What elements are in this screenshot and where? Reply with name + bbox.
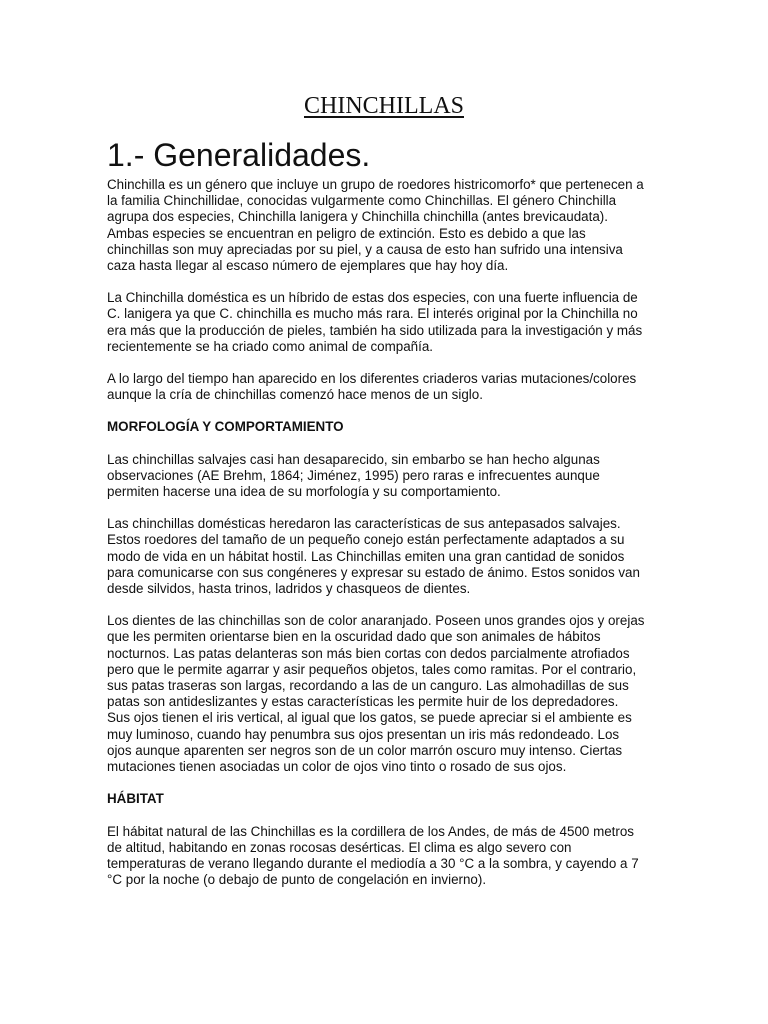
paragraph-line: para comunicarse con sus congéneres y expresar su estado de ánimo. Estos sonidos van bbox=[107, 564, 640, 580]
paragraph-line: patas son antideslizantes y estas características les permite huir de los depredadores. bbox=[107, 694, 619, 710]
paragraph-line: sus patas traseras son largas, recordando a las de un canguro. Las almohadillas de sus bbox=[107, 678, 629, 694]
paragraph-line: El hábitat natural de las Chinchillas es la cordillera de los Andes, de más de 4500 metros bbox=[107, 823, 634, 839]
paragraph bbox=[107, 452, 667, 501]
paragraph-line: ojos aunque aparenten ser negros son de un color marrón oscuro muy intenso. Ciertas bbox=[107, 742, 623, 758]
paragraph-line: recientemente se ha criado como animal de compañía. bbox=[107, 338, 434, 354]
paragraph bbox=[107, 371, 667, 403]
paragraph-line: A lo largo del tiempo han aparecido en los diferentes criaderos varias mutaciones/colores bbox=[107, 371, 637, 387]
paragraph-line: pero que le permite agarrar y asir pequeños objetos, tales como ramitas. Por el contrario, bbox=[107, 661, 637, 677]
paragraph-line: modo de vida en un hábitat hostil. Las Chinchillas emiten una gran cantidad de sonidos bbox=[107, 548, 625, 564]
paragraph-line: la familia Chinchillidae, conocidas vulgarmente como Chinchillas. El género Chinchilla bbox=[107, 193, 617, 209]
paragraph-line: permiten hacerse una idea de su morfología y su comportamiento. bbox=[107, 484, 501, 500]
document-body bbox=[107, 135, 667, 904]
document-title: CHINCHILLAS bbox=[304, 93, 464, 119]
paragraph-line: °C por la noche (o debajo de punto de congelación en invierno). bbox=[107, 872, 487, 888]
paragraph-line: temperaturas de verano llegando durante el mediodía a 30 °C a la sombra, y cayendo a 7 bbox=[107, 855, 639, 871]
subheading: HÁBITAT bbox=[107, 791, 164, 807]
paragraph-line: chinchillas son muy apreciadas por su piel, y a causa de esto han sufrido una intensiva bbox=[107, 241, 623, 257]
paragraph-line: caza hasta llegar al escaso número de ejemplares que hay hoy día. bbox=[107, 258, 509, 274]
paragraph-line: Los dientes de las chinchillas son de color anaranjado. Poseen unos grandes ojos y orejas bbox=[107, 613, 645, 629]
paragraph-line: La Chinchilla doméstica es un híbrido de estas dos especies, con una fuerte influencia de bbox=[107, 290, 638, 306]
paragraph bbox=[107, 824, 667, 889]
subheading: MORFOLOGÍA Y COMPORTAMIENTO bbox=[107, 419, 344, 435]
paragraph-line: agrupa dos especies, Chinchilla lanigera y Chinchilla chinchilla (antes brevicaudata). bbox=[107, 209, 608, 225]
paragraph-line: de altitud, habitando en zonas rocosas desérticas. El clima es algo severo con bbox=[107, 839, 572, 855]
paragraph-line: que les permiten orientarse bien en la oscuridad dado que son animales de hábitos bbox=[107, 629, 601, 645]
paragraph-line: Las chinchillas domésticas heredaron las características de sus antepasados salvajes. bbox=[107, 516, 621, 532]
paragraph-line: aunque la cría de chinchillas comenzó hace menos de un siglo. bbox=[107, 387, 483, 403]
paragraph-line: muy luminoso, cuando hay penumbra sus ojos presentan un iris más redondeado. Los bbox=[107, 726, 620, 742]
paragraph-line: mutaciones tienen asociadas un color de ojos vino tinto o rosado de sus ojos. bbox=[107, 759, 567, 775]
paragraph-line: observaciones (AE Brehm, 1864; Jiménez, 1995) pero raras e infrecuentes aunque bbox=[107, 467, 600, 483]
paragraph-line: Las chinchillas salvajes casi han desaparecido, sin embarbo se han hecho algunas bbox=[107, 451, 600, 467]
section-heading: 1.- Generalidades. bbox=[107, 137, 371, 173]
paragraph-line: Estos roedores del tamaño de un pequeño conejo están perfectamente adaptados a su bbox=[107, 532, 625, 548]
paragraph bbox=[107, 290, 667, 355]
paragraph bbox=[107, 613, 667, 775]
paragraph-line: C. lanigera ya que C. chinchilla es mucho más rara. El interés original por la Chinchilla no bbox=[107, 306, 638, 322]
paragraph-line: Sus ojos tienen el iris vertical, al igual que los gatos, se puede apreciar si el ambiente es bbox=[107, 710, 632, 726]
paragraph-line: Chinchilla es un género que incluye un grupo de roedores histricomorfo* que pertenecen a bbox=[107, 177, 644, 192]
paragraph-line: desde silvidos, hasta trinos, ladridos y chasqueos de dientes. bbox=[107, 581, 471, 597]
paragraph-line: nocturnos. Las patas delanteras son más bien cortas con dedos parcialmente atrofiados bbox=[107, 645, 630, 661]
paragraph bbox=[107, 177, 667, 274]
paragraph bbox=[107, 516, 667, 597]
paragraph-line: era más que la producción de pieles, también ha sido utilizada para la investigación y más bbox=[107, 322, 643, 338]
paragraph-line: Ambas especies se encuentran en peligro de extinción. Esto es debido a que las bbox=[107, 225, 586, 241]
